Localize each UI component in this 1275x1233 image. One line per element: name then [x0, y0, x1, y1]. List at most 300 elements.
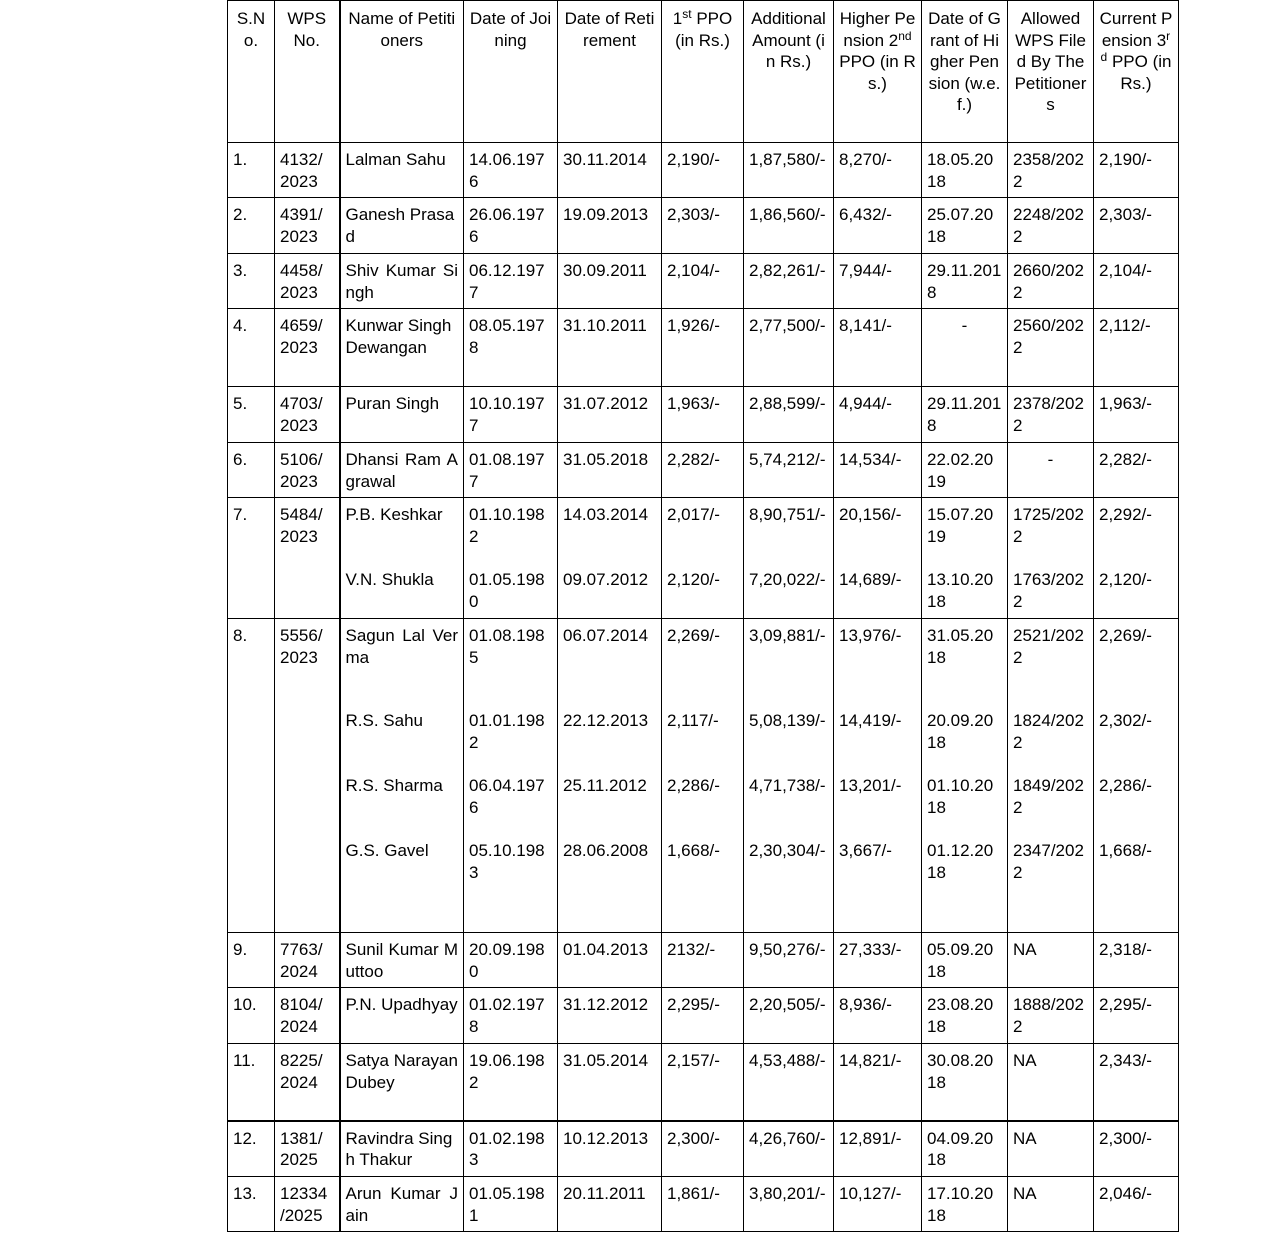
date-of-joining: 01.02.1978 [469, 995, 545, 1036]
second-ppo-cell [834, 498, 922, 619]
date-of-grant: 30.08.2018 [927, 1051, 994, 1092]
date-of-retirement-cell [558, 198, 662, 254]
date-of-joining: 01.02.1983 [469, 1128, 545, 1169]
date-of-grant-cell [922, 254, 1008, 309]
second-ppo-cell [834, 988, 922, 1044]
date-of-joining-cell [464, 254, 558, 309]
current-pension: 2,286/- [1099, 776, 1152, 795]
serial-number-cell: 1. [228, 143, 275, 198]
first-ppo-cell [662, 309, 744, 387]
date-of-joining-cell [464, 309, 558, 387]
date-of-grant: 01.12.2018 [927, 841, 994, 882]
date-of-joining: 20.09.1980 [469, 940, 545, 981]
first-ppo: 2,286/- [667, 776, 720, 795]
header-date-of-retirement: Date of Retirement [558, 1, 662, 143]
header-third-ppo-rest: PPO (in Rs.) [1107, 52, 1172, 93]
current-pension-cell [1094, 198, 1179, 254]
date-of-retirement: 30.09.2011 [563, 261, 647, 280]
petitioner-name: Arun Kumar Jain [345, 1184, 458, 1225]
wps-number-cell: 8104/ 2024 [275, 988, 340, 1044]
wps-number-cell: 12334 /2025 [275, 1177, 340, 1232]
date-of-joining: 14.06.1976 [469, 150, 545, 191]
petitioner-name: R.S. Sahu [345, 711, 423, 730]
date-of-grant: 01.10.2018 [927, 776, 994, 817]
date-of-joining: 10.10.1977 [469, 394, 545, 435]
table-row [228, 1121, 1179, 1177]
petitioner-name: Kunwar Singh Dewangan [345, 316, 452, 357]
additional-amount: 2,77,500/- [749, 316, 826, 335]
date-of-joining: 01.08.1985 [469, 626, 545, 667]
header-first-ppo-num: 1 [672, 9, 683, 28]
first-ppo-cell [662, 933, 744, 988]
header-wps-no: WPS No. [275, 1, 340, 143]
additional-amount: 2,20,505/- [749, 995, 826, 1014]
additional-amount: 5,08,139/- [749, 711, 826, 730]
petitioner-name-cell [340, 988, 464, 1044]
petitioner-name-cell [340, 1044, 464, 1121]
additional-amount: 9,50,276/- [749, 940, 826, 959]
additional-amount: 2,88,599/- [749, 394, 826, 413]
allowed-wps: 2660/2022 [1013, 261, 1084, 302]
table-row [228, 387, 1179, 443]
table-row [228, 143, 1179, 198]
date-of-retirement: 14.03.2014 [563, 505, 649, 524]
petitioner-name: Ganesh Prasad [345, 205, 455, 246]
date-of-grant: - [961, 316, 968, 335]
petitioner-name: Puran Singh [345, 394, 440, 413]
date-of-joining: 01.08.1977 [469, 450, 545, 491]
date-of-joining: 08.05.1978 [469, 316, 545, 357]
date-of-grant: 05.09.2018 [927, 940, 994, 981]
date-of-retirement-cell [558, 933, 662, 988]
table-row [228, 498, 1179, 619]
date-of-joining-cell [464, 933, 558, 988]
first-ppo-cell [662, 1177, 744, 1232]
header-first-ppo [662, 1, 744, 143]
current-pension-cell [1094, 498, 1179, 619]
date-of-joining-cell [464, 387, 558, 443]
header-second-ppo-rest: PPO (in Rs.) [839, 52, 916, 93]
additional-amount-cell [744, 387, 834, 443]
date-of-retirement: 31.10.2011 [563, 316, 647, 335]
allowed-wps-cell [1008, 988, 1094, 1044]
wps-number-cell: 7763/ 2024 [275, 933, 340, 988]
petitioner-name: Lalman Sahu [345, 150, 446, 169]
header-higher-pension [834, 1, 922, 143]
date-of-grant: 23.08.2018 [927, 995, 994, 1036]
header-current-pension [1094, 1, 1179, 143]
current-pension-cell [1094, 309, 1179, 387]
current-pension-cell [1094, 254, 1179, 309]
date-of-retirement-cell [558, 498, 662, 619]
date-of-retirement-cell [558, 619, 662, 933]
serial-number-cell: 9. [228, 933, 275, 988]
table-row [228, 309, 1179, 387]
wps-number-cell: 4132/ 2023 [275, 143, 340, 198]
second-ppo-cell [834, 443, 922, 498]
current-pension-cell [1094, 988, 1179, 1044]
wps-number-cell: 5106/ 2023 [275, 443, 340, 498]
second-ppo-cell [834, 143, 922, 198]
petitioner-name-cell [340, 254, 464, 309]
header-allowed-wps: Allowed WPS Filed By The Petitioners [1008, 1, 1094, 143]
date-of-grant: 31.05.2018 [927, 626, 994, 667]
date-of-retirement: 31.12.2012 [563, 995, 649, 1014]
first-ppo: 2,157/- [667, 1051, 720, 1070]
second-ppo: 20,156/- [839, 505, 902, 524]
date-of-grant: 15.07.2019 [927, 505, 994, 546]
date-of-grant: 13.10.2018 [927, 570, 994, 611]
date-of-grant-cell [922, 1121, 1008, 1177]
serial-number-cell: 10. [228, 988, 275, 1044]
additional-amount-cell [744, 1121, 834, 1177]
header-date-of-grant: Date of Grant of Higher Pension (w.e.f.) [922, 1, 1008, 143]
allowed-wps: 2378/2022 [1013, 394, 1084, 435]
second-ppo-cell [834, 254, 922, 309]
date-of-joining-cell [464, 443, 558, 498]
additional-amount: 8,90,751/- [749, 505, 826, 524]
allowed-wps: 1849/2022 [1013, 776, 1084, 817]
second-ppo: 8,141/- [839, 316, 892, 335]
date-of-joining-cell [464, 988, 558, 1044]
first-ppo-cell [662, 198, 744, 254]
second-ppo-cell [834, 198, 922, 254]
second-ppo-cell [834, 1177, 922, 1232]
date-of-joining: 01.05.1980 [469, 570, 545, 611]
date-of-retirement: 09.07.2012 [563, 570, 649, 589]
second-ppo: 8,936/- [839, 995, 892, 1014]
wps-number-cell: 5484/ 2023 [275, 498, 340, 619]
second-ppo-cell [834, 387, 922, 443]
first-ppo: 2,017/- [667, 505, 720, 524]
first-ppo: 2,104/- [667, 261, 720, 280]
table-row [228, 198, 1179, 254]
second-ppo-cell [834, 933, 922, 988]
allowed-wps-cell [1008, 198, 1094, 254]
second-ppo: 3,667/- [839, 841, 892, 860]
first-ppo-cell [662, 619, 744, 933]
additional-amount: 1,86,560/- [749, 205, 826, 224]
current-pension: 2,295/- [1099, 995, 1152, 1014]
additional-amount: 4,71,738/- [749, 776, 826, 795]
first-ppo-cell [662, 1044, 744, 1121]
petitioner-name-cell [340, 309, 464, 387]
date-of-joining-cell [464, 143, 558, 198]
date-of-grant: 29.11.2018 [927, 394, 1002, 435]
date-of-joining-cell [464, 619, 558, 933]
date-of-joining: 06.12.1977 [469, 261, 545, 302]
additional-amount: 1,87,580/- [749, 150, 826, 169]
table-row [228, 443, 1179, 498]
date-of-retirement-cell [558, 988, 662, 1044]
current-pension-cell [1094, 1044, 1179, 1121]
date-of-retirement: 01.04.2013 [563, 940, 649, 959]
date-of-grant: 04.09.2018 [927, 1128, 994, 1169]
additional-amount-cell [744, 143, 834, 198]
header-second-ppo-sup: nd [898, 28, 912, 43]
current-pension-cell [1094, 1177, 1179, 1232]
wps-number-cell: 4458/ 2023 [275, 254, 340, 309]
date-of-retirement: 31.05.2014 [563, 1051, 649, 1070]
allowed-wps-cell [1008, 498, 1094, 619]
wps-number-cell: 4659/ 2023 [275, 309, 340, 387]
petitioner-name: P.N. Upadhyay [345, 995, 458, 1014]
date-of-grant-cell [922, 933, 1008, 988]
petitioner-name: Sunil Kumar Muttoo [345, 940, 458, 981]
date-of-joining: 19.06.1982 [469, 1051, 545, 1092]
serial-number-cell: 7. [228, 498, 275, 619]
date-of-joining: 05.10.1983 [469, 841, 545, 882]
second-ppo: 13,976/- [839, 626, 902, 645]
table-row [228, 933, 1179, 988]
date-of-grant-cell [922, 498, 1008, 619]
serial-number-cell: 4. [228, 309, 275, 387]
additional-amount-cell [744, 933, 834, 988]
table-row [228, 254, 1179, 309]
date-of-joining: 06.04.1976 [469, 776, 545, 817]
date-of-grant-cell [922, 309, 1008, 387]
petitioner-name-cell [340, 143, 464, 198]
wps-number-cell: 5556/ 2023 [275, 619, 340, 933]
date-of-grant: 18.05.2018 [927, 150, 994, 191]
second-ppo: 13,201/- [839, 776, 902, 795]
header-row [228, 1, 1179, 143]
first-ppo: 2,269/- [667, 626, 720, 645]
date-of-retirement: 28.06.2008 [563, 841, 649, 860]
table-row [228, 988, 1179, 1044]
date-of-grant: 22.02.2019 [927, 450, 994, 491]
petitioner-name: G.S. Gavel [345, 841, 429, 860]
additional-amount: 7,20,022/- [749, 570, 826, 589]
allowed-wps: 2358/2022 [1013, 150, 1084, 191]
additional-amount: 3,80,201/- [749, 1184, 826, 1203]
second-ppo: 14,419/- [839, 711, 902, 730]
additional-amount: 2,82,261/- [749, 261, 826, 280]
date-of-retirement: 10.12.2013 [563, 1128, 649, 1148]
current-pension: 2,190/- [1099, 150, 1152, 169]
petitioner-name-cell [340, 387, 464, 443]
second-ppo: 14,534/- [839, 450, 902, 469]
petitioner-name: Ravindra Singh Thakur [345, 1128, 453, 1169]
current-pension: 2,046/- [1099, 1184, 1152, 1203]
current-pension-cell [1094, 933, 1179, 988]
allowed-wps-cell [1008, 1177, 1094, 1232]
table-row [228, 1177, 1179, 1232]
allowed-wps: NA [1013, 1051, 1037, 1070]
date-of-retirement: 30.11.2014 [563, 150, 647, 169]
current-pension: 2,343/- [1099, 1051, 1152, 1070]
header-first-ppo-rest: PPO (in Rs.) [675, 9, 733, 50]
first-ppo-cell [662, 143, 744, 198]
serial-number-cell: 6. [228, 443, 275, 498]
date-of-grant: 17.10.2018 [927, 1184, 994, 1225]
additional-amount: 4,53,488/- [749, 1051, 826, 1070]
allowed-wps-cell [1008, 143, 1094, 198]
date-of-retirement-cell [558, 443, 662, 498]
date-of-retirement-cell [558, 1177, 662, 1232]
second-ppo-cell [834, 1121, 922, 1177]
serial-number-cell: 2. [228, 198, 275, 254]
petitioner-name: Dhansi Ram Agrawal [345, 450, 458, 491]
date-of-grant-cell [922, 198, 1008, 254]
header-name: Name of Petitioners [340, 1, 464, 143]
second-ppo-cell [834, 309, 922, 387]
current-pension-cell [1094, 387, 1179, 443]
wps-number-cell: 1381/ 2025 [275, 1121, 340, 1177]
first-ppo: 2,295/- [667, 995, 720, 1014]
additional-amount-cell [744, 988, 834, 1044]
date-of-retirement-cell [558, 143, 662, 198]
petitioner-name: P.B. Keshkar [345, 505, 443, 524]
second-ppo: 6,432/- [839, 205, 892, 224]
allowed-wps-cell [1008, 387, 1094, 443]
second-ppo: 12,891/- [839, 1128, 902, 1148]
first-ppo-cell [662, 387, 744, 443]
date-of-joining-cell [464, 498, 558, 619]
current-pension: 2,282/- [1099, 450, 1152, 469]
additional-amount-cell [744, 309, 834, 387]
date-of-grant: 29.11.2018 [927, 261, 1002, 302]
first-ppo: 2,282/- [667, 450, 720, 469]
header-third-ppo-sup: rd [1100, 28, 1171, 64]
date-of-joining-cell [464, 1121, 558, 1177]
header-higher-pension-label: Higher Pension [839, 9, 916, 50]
current-pension: 2,303/- [1099, 205, 1152, 224]
date-of-joining: 26.06.1976 [469, 205, 545, 246]
date-of-joining-cell [464, 1177, 558, 1232]
additional-amount: 4,26,760/- [749, 1128, 826, 1148]
additional-amount-cell [744, 1177, 834, 1232]
second-ppo-cell [834, 619, 922, 933]
first-ppo: 1,668/- [667, 841, 720, 860]
date-of-joining: 01.05.1981 [469, 1184, 545, 1225]
petitioner-name-cell [340, 498, 464, 619]
petitioners-pension-table [227, 0, 1179, 1232]
allowed-wps: 2521/2022 [1013, 626, 1084, 667]
allowed-wps: 1888/2022 [1013, 995, 1084, 1036]
date-of-retirement: 20.11.2011 [563, 1184, 646, 1203]
date-of-grant-cell [922, 387, 1008, 443]
second-ppo: 27,333/- [839, 940, 902, 959]
date-of-retirement: 31.05.2018 [563, 450, 649, 469]
allowed-wps-cell [1008, 1121, 1094, 1177]
current-pension: 2,120/- [1099, 570, 1152, 589]
second-ppo: 7,944/- [839, 261, 892, 280]
additional-amount-cell [744, 443, 834, 498]
table-body [228, 143, 1179, 1232]
allowed-wps: 1725/2022 [1013, 505, 1084, 546]
header-first-ppo-sup: st [682, 7, 692, 21]
second-ppo: 4,944/- [839, 394, 892, 413]
petitioner-name: R.S. Sharma [345, 776, 443, 795]
petitioner-name: Shiv Kumar Singh [345, 261, 458, 302]
additional-amount-cell [744, 1044, 834, 1121]
date-of-retirement-cell [558, 1044, 662, 1121]
wps-number-cell: 4703/ 2023 [275, 387, 340, 443]
second-ppo: 14,821/- [839, 1051, 902, 1070]
table-row [228, 619, 1179, 933]
first-ppo: 2,120/- [667, 570, 720, 589]
first-ppo-cell [662, 254, 744, 309]
petitioner-name-cell [340, 1177, 464, 1232]
header-sno: S.No. [228, 1, 275, 143]
allowed-wps-cell [1008, 254, 1094, 309]
date-of-joining-cell [464, 198, 558, 254]
second-ppo: 10,127/- [839, 1184, 902, 1203]
date-of-grant-cell [922, 1177, 1008, 1232]
date-of-joining: 01.01.1982 [469, 711, 545, 752]
current-pension-cell [1094, 619, 1179, 933]
serial-number-cell: 12. [228, 1121, 275, 1177]
petitioner-name-cell [340, 619, 464, 933]
current-pension: 1,668/- [1099, 841, 1152, 860]
allowed-wps: NA [1013, 940, 1037, 959]
petitioner-name-cell [340, 933, 464, 988]
additional-amount-cell [744, 254, 834, 309]
allowed-wps-cell [1008, 443, 1094, 498]
petitioner-name: Sagun Lal Verma [345, 626, 458, 667]
petitioner-name-cell [340, 443, 464, 498]
current-pension: 2,112/- [1099, 316, 1151, 335]
header-third-ppo-num: 3 [1156, 30, 1167, 50]
additional-amount: 5,74,212/- [749, 450, 826, 469]
allowed-wps-cell [1008, 619, 1094, 933]
date-of-joining: 01.10.1982 [469, 505, 545, 546]
first-ppo: 2132/- [667, 940, 716, 959]
date-of-retirement-cell [558, 309, 662, 387]
first-ppo-cell [662, 443, 744, 498]
current-pension: 1,963/- [1099, 394, 1152, 413]
serial-number-cell: 5. [228, 387, 275, 443]
wps-number-cell: 4391/ 2023 [275, 198, 340, 254]
date-of-grant-cell [922, 988, 1008, 1044]
allowed-wps: 1763/2022 [1013, 570, 1084, 611]
current-pension-cell [1094, 443, 1179, 498]
second-ppo: 14,689/- [839, 570, 902, 589]
first-ppo: 2,303/- [667, 205, 720, 224]
current-pension-cell [1094, 143, 1179, 198]
first-ppo: 2,117/- [667, 711, 719, 730]
current-pension: 2,300/- [1099, 1128, 1152, 1148]
current-pension: 2,269/- [1099, 626, 1152, 645]
allowed-wps-cell [1008, 933, 1094, 988]
second-ppo: 8,270/- [839, 150, 892, 169]
date-of-grant-cell [922, 443, 1008, 498]
current-pension: 2,318/- [1099, 940, 1152, 959]
date-of-retirement-cell [558, 254, 662, 309]
current-pension: 2,292/- [1099, 505, 1152, 524]
additional-amount-cell [744, 619, 834, 933]
allowed-wps: NA [1013, 1128, 1037, 1148]
date-of-grant-cell [922, 619, 1008, 933]
date-of-retirement-cell [558, 1121, 662, 1177]
wps-number-cell: 8225/ 2024 [275, 1044, 340, 1121]
first-ppo-cell [662, 498, 744, 619]
petitioner-name: Satya Narayan Dubey [345, 1051, 458, 1092]
allowed-wps: - [1047, 450, 1054, 469]
header-second-ppo-num: 2 [888, 30, 899, 50]
first-ppo: 2,190/- [667, 150, 720, 169]
allowed-wps-cell [1008, 309, 1094, 387]
first-ppo: 2,300/- [667, 1128, 720, 1148]
date-of-retirement: 31.07.2012 [563, 394, 649, 413]
additional-amount-cell [744, 198, 834, 254]
date-of-retirement: 06.07.2014 [563, 626, 649, 645]
petitioner-name-cell [340, 198, 464, 254]
allowed-wps: 2347/2022 [1013, 841, 1084, 882]
date-of-grant: 20.09.2018 [927, 711, 994, 752]
allowed-wps: NA [1013, 1184, 1037, 1203]
